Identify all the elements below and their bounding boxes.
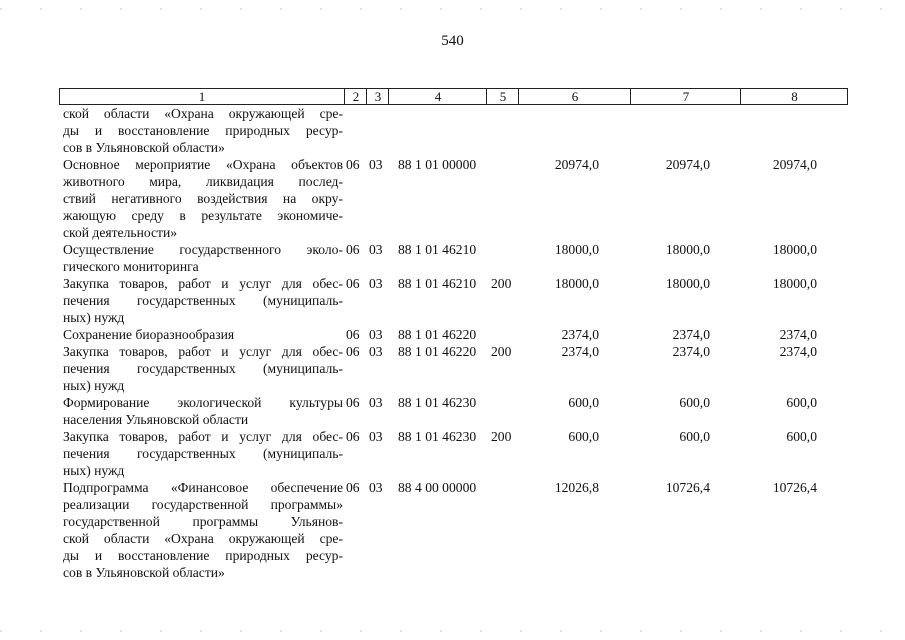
row-name-line: Закупка товаров, работ и услуг для обес- <box>63 276 343 291</box>
row-name <box>63 326 343 343</box>
row-name <box>63 394 343 428</box>
target-article-code: 88 1 01 46210 <box>398 276 477 291</box>
row-name <box>63 241 343 275</box>
amount-year-3: 18000,0 <box>772 242 817 257</box>
row-name-line: Осуществление государственного эколо- <box>63 242 343 257</box>
row-name-line: реализации государственной программы» <box>63 497 343 512</box>
row-name <box>63 343 343 394</box>
table-row <box>59 275 848 326</box>
amount-year-2: 10726,4 <box>665 480 710 495</box>
amount-year-1: 18000,0 <box>554 276 599 291</box>
row-name <box>63 275 343 326</box>
header-col-1: 1 <box>198 89 206 104</box>
header-col-5: 5 <box>486 89 519 104</box>
subsection-code: 03 <box>369 480 383 495</box>
subsection-code: 03 <box>369 429 383 444</box>
row-name-line: ных) нужд <box>63 463 125 478</box>
header-col-2: 2 <box>344 89 367 104</box>
subsection-code: 03 <box>369 276 383 291</box>
amount-year-2: 20974,0 <box>665 157 710 172</box>
expense-type-code: 200 <box>491 276 512 291</box>
amount-year-3: 10726,4 <box>772 480 817 495</box>
amount-year-1: 600,0 <box>568 395 599 410</box>
row-name-line: сов в Ульяновской области» <box>63 140 225 155</box>
table-row <box>59 394 848 428</box>
row-name-line: ской деятельности» <box>63 225 178 240</box>
row-name-line: печения государственных (муниципаль- <box>63 446 343 461</box>
row-name <box>63 156 343 241</box>
amount-year-2: 2374,0 <box>672 344 710 359</box>
table-row <box>59 156 848 241</box>
row-name-line: гического мониторинга <box>63 259 199 274</box>
table-body <box>59 105 848 581</box>
amount-year-3: 18000,0 <box>772 276 817 291</box>
section-code: 06 <box>346 242 360 257</box>
section-code: 06 <box>346 480 360 495</box>
section-code: 06 <box>346 327 360 342</box>
expense-type-code: 200 <box>491 344 512 359</box>
amount-year-2: 2374,0 <box>672 327 710 342</box>
row-name-line: ды и восстановление природных ресур- <box>63 123 343 138</box>
scan-artifact-bottom <box>0 630 905 632</box>
amount-year-3: 600,0 <box>786 395 817 410</box>
row-name-line: животного мира, ликвидация послед- <box>63 174 343 189</box>
amount-year-3: 2374,0 <box>779 344 817 359</box>
target-article-code: 88 1 01 46220 <box>398 344 477 359</box>
header-col-6: 6 <box>518 89 631 104</box>
page-number: 540 <box>441 33 464 49</box>
target-article-code: 88 1 01 46230 <box>398 395 477 410</box>
amount-year-1: 600,0 <box>568 429 599 444</box>
row-name-line: сов в Ульяновской области» <box>63 565 225 580</box>
target-article-code: 88 1 01 46230 <box>398 429 477 444</box>
row-name-line: государственной программы Ульянов- <box>63 514 343 529</box>
expense-type-code: 200 <box>491 429 512 444</box>
header-col-8: 8 <box>740 89 848 104</box>
row-name-line: ской области «Охрана окружающей сре- <box>63 106 343 121</box>
row-name-line: ской области «Охрана окружающей сре- <box>63 531 343 546</box>
row-name-line: Закупка товаров, работ и услуг для обес- <box>63 429 343 444</box>
subsection-code: 03 <box>369 327 383 342</box>
section-code: 06 <box>346 276 360 291</box>
amount-year-3: 2374,0 <box>779 327 817 342</box>
target-article-code: 88 1 01 00000 <box>398 157 477 172</box>
table-row <box>59 428 848 479</box>
amount-year-2: 18000,0 <box>665 276 710 291</box>
section-code: 06 <box>346 429 360 444</box>
table-row <box>59 326 848 343</box>
row-name <box>63 105 343 156</box>
amount-year-3: 600,0 <box>786 429 817 444</box>
amount-year-2: 18000,0 <box>665 242 710 257</box>
table-row <box>59 343 848 394</box>
row-name-line: жающую среду в результате экономиче- <box>63 208 343 223</box>
target-article-code: 88 1 01 46220 <box>398 327 477 342</box>
row-name <box>63 428 343 479</box>
row-name-line: Основное мероприятие «Охрана объектов <box>63 157 343 172</box>
amount-year-1: 12026,8 <box>554 480 599 495</box>
scan-artifact-top <box>0 8 905 10</box>
table-row <box>59 105 848 156</box>
amount-year-1: 18000,0 <box>554 242 599 257</box>
row-name-line: Формирование экологической культуры <box>63 395 343 410</box>
row-name-line: Закупка товаров, работ и услуг для обес- <box>63 344 343 359</box>
row-name-line: печения государственных (муниципаль- <box>63 361 343 376</box>
amount-year-1: 20974,0 <box>554 157 599 172</box>
section-code: 06 <box>346 344 360 359</box>
amount-year-1: 2374,0 <box>561 327 599 342</box>
table-row <box>59 241 848 275</box>
target-article-code: 88 4 00 00000 <box>398 480 477 495</box>
amount-year-1: 2374,0 <box>561 344 599 359</box>
row-name-line: ных) нужд <box>63 310 125 325</box>
budget-table <box>59 88 848 581</box>
row-name-line: ных) нужд <box>63 378 125 393</box>
subsection-code: 03 <box>369 395 383 410</box>
row-name <box>63 479 343 581</box>
section-code: 06 <box>346 395 360 410</box>
amount-year-3: 20974,0 <box>772 157 817 172</box>
table-header-row <box>59 88 848 105</box>
row-name-line: печения государственных (муниципаль- <box>63 293 343 308</box>
row-name-line: Подпрограмма «Финансовое обеспечение <box>63 480 343 495</box>
row-name-line: Сохранение биоразнообразия <box>63 327 235 342</box>
header-col-3: 3 <box>366 89 389 104</box>
table-row <box>59 479 848 581</box>
header-col-4: 4 <box>388 89 487 104</box>
subsection-code: 03 <box>369 242 383 257</box>
header-col-7: 7 <box>630 89 741 104</box>
amount-year-2: 600,0 <box>679 429 710 444</box>
amount-year-2: 600,0 <box>679 395 710 410</box>
subsection-code: 03 <box>369 157 383 172</box>
subsection-code: 03 <box>369 344 383 359</box>
row-name-line: населения Ульяновской области <box>63 412 249 427</box>
target-article-code: 88 1 01 46210 <box>398 242 477 257</box>
section-code: 06 <box>346 157 360 172</box>
row-name-line: ды и восстановление природных ресур- <box>63 548 343 563</box>
row-name-line: ствий негативного воздействия на окру- <box>63 191 343 206</box>
